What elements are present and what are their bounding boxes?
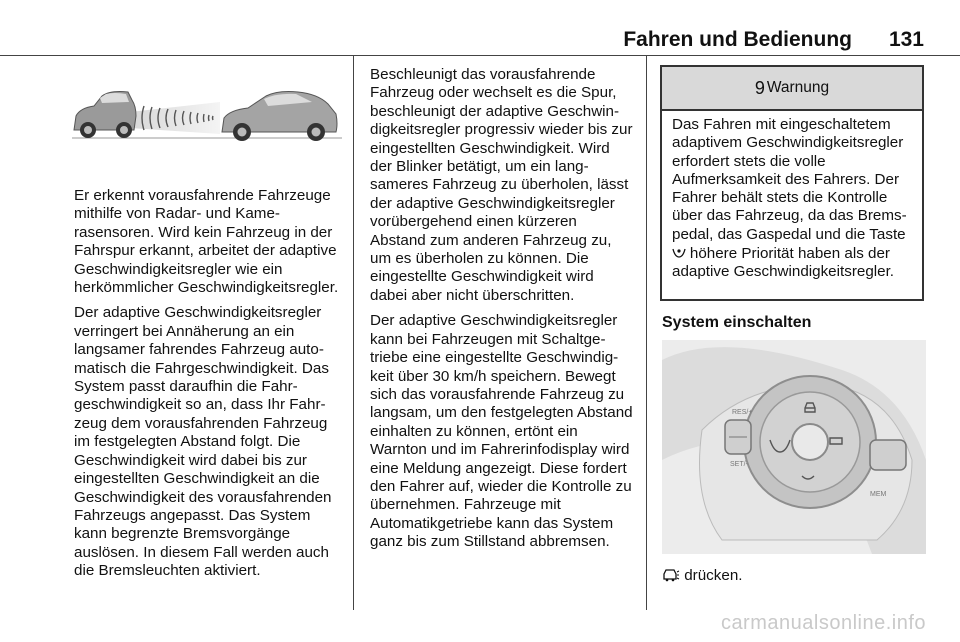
acc-illustration [72, 72, 342, 152]
instruction-text: drücken. [684, 567, 743, 584]
column-divider-1 [353, 56, 354, 610]
set-label: SET/- [730, 461, 748, 468]
steering-wheel-drawing [662, 340, 926, 554]
mem-label: MEM [870, 491, 887, 498]
page-number: 131 [888, 28, 924, 51]
section-heading: System einschalten [662, 314, 812, 331]
column-1 [74, 187, 342, 588]
warning-box [660, 65, 924, 301]
res-label: RES/+ [732, 409, 753, 416]
paragraph: Der adaptive Geschwindigkeitsregler kann bei Fahrzeugen mit Schaltgetriebe eine eingestellte Geschwindigkeit über 30 km/h speichern. Bewegt sich das vorausfahrende Fahrzeug zu langsam, um den festgelegten Abstand einhalten zu können, ertönt ein Warnton und im Fahrerinfodisplay wird eine Meldung angezeigt. Diese fordert den Fahrer auf, wieder die Kontrolle zu übernehmen. Fahrzeuge mit Automatikgetriebe kann das System ganz bis zum Stillstand abbremsen. [370, 312, 633, 551]
column-2 [370, 66, 634, 559]
preceding-car [74, 92, 136, 139]
steering-wheel-button-icon [672, 245, 690, 261]
warning-title: Warnung [766, 79, 830, 96]
paragraph: Der adaptive Geschwindigkeitsregler verringert bei Annäherung an ein langsamer fahrendes Fahrzeug automatisch die Fahrgeschwindigkeit. Das System passt daraufhin die Fahrgeschwindigkeit so an, dass Ihr Fahrzeug dem vorausfahrenden Fahrzeug im festgelegten Abstand folgt. Die Geschwindigkeit wird dabei bis zur eingestellten Geschwindigkeit an die Geschwindigkeit des vorausfahrenden Fahrzeugs angepasst. Das System kann begrenzte Bremsvorgänge auslösen. In diesem Fall werden auch die Bremsleuchten aktiviert. [74, 304, 332, 580]
warning-header [662, 67, 922, 111]
page-header [0, 0, 960, 60]
header-title: Fahren und Bedienung [623, 28, 852, 51]
paragraph: Er erkennt vorausfahrende Fahrzeuge mithilfe von Radar- und Kamerasensoren. Wird kein Fahrzeug in der Fahrspur erkannt, arbeitet der adaptive Geschwindigkeitsregler wie ein herkömmlicher Geschwindigkeitsregler. [74, 187, 339, 297]
acc-illustration-drawing [72, 72, 342, 152]
steering-wheel-figure [662, 340, 926, 554]
warning-triangle-icon: 9 [754, 77, 765, 98]
acc-button-icon [662, 567, 684, 584]
warning-text [662, 111, 922, 282]
warning-text-part: Das Fahren mit eingeschaltetem adaptivem Geschwindigkeitsregler erfordert stets die volle Aufmerksamkeit des Fahrers. Der Fahrer behält stets die Kontrolle über das Fahrzeug, da das Bremspedal, das Gaspedal und die Taste [672, 116, 907, 243]
paragraph: Beschleunigt das vorausfahrende Fahrzeug oder wechselt es die Spur, beschleunigt der adaptive Geschwindigkeitsregler progressiv wieder bis zur eingestellten Geschwindigkeit. Wird der Blinker betätigt, um ein langsameres Fahrzeug zu überholen, lässt der adaptive Geschwindigkeitsregler vorübergehend einen kürzeren Abstand zum anderen Fahrzeug zu, um es überholen zu können. Die eingestellte Geschwindigkeit wird dabei aber nicht überschritten. [370, 66, 633, 304]
column-divider-2 [646, 56, 647, 610]
header-rule [0, 55, 960, 56]
watermark: carmanualsonline.info [720, 612, 926, 634]
own-car [222, 92, 337, 142]
warning-text-part: höhere Priorität haben als der adaptive Geschwindigkeitsregler. [672, 245, 895, 281]
instruction-line [662, 566, 743, 586]
